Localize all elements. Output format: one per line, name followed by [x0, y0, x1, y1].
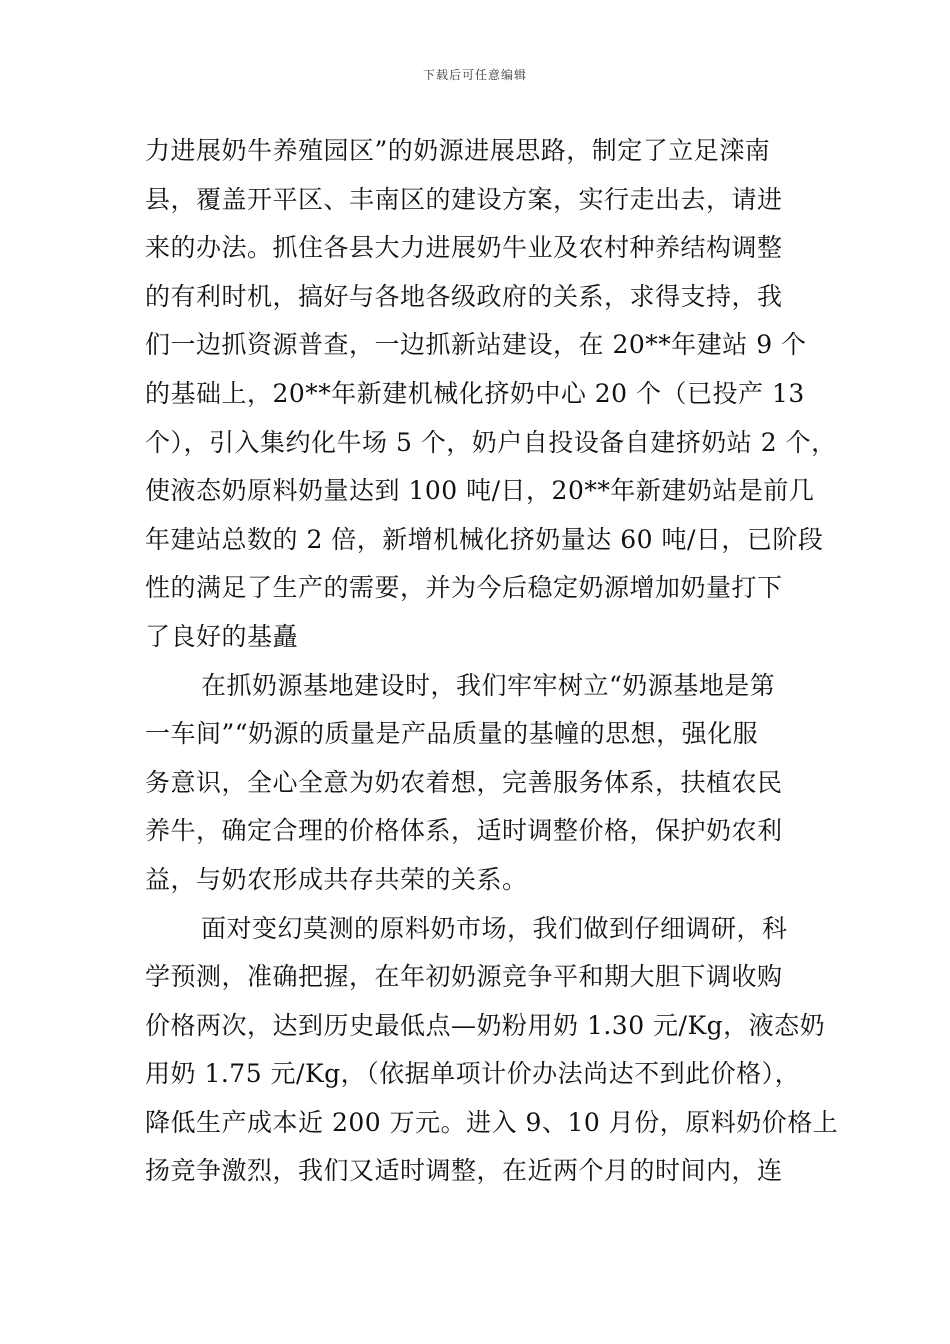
text-line: 务意识，全心全意为奶农着想，完善服务体系，扶植农民: [145, 767, 783, 797]
text-line: 的基础上，20**年新建机械化挤奶中心 20 个（已投产 13: [145, 378, 805, 408]
text-line: 性的满足了生产的需要，并为今后稳定奶源增加奶量打下: [145, 573, 783, 603]
text-line: 面对变幻莫测的原料奶市场，我们做到仔细调研，科: [201, 913, 788, 943]
text-line: 学预测，准确把握，在年初奶源竞争平和期大胆下调收购: [145, 962, 783, 992]
text-line: 益，与奶农形成共存共荣的关系。: [145, 864, 528, 894]
text-line: 扬竞争激烈，我们又适时调整，在近两个月的时间内，连: [145, 1156, 783, 1186]
text-line: 在抓奶源基地建设时，我们牢牢树立“奶源基地是第: [201, 670, 776, 700]
text-line: 县，覆盖开平区、丰南区的建设方案，实行走出去，请进: [145, 184, 783, 214]
text-line: 降低生产成本近 200 万元。进入 9、10 月份，原料奶价格上: [145, 1107, 839, 1137]
paragraph-1: [145, 127, 837, 662]
text-line: 们一边抓资源普查，一边抓新站建设，在 20**年建站 9 个: [145, 330, 807, 360]
text-line: 使液态奶原料奶量达到 100 吨/日，20**年新建奶站是前几: [145, 476, 815, 506]
text-line: 年建站总数的 2 倍，新增机械化挤奶量达 60 吨/日，已阶段: [145, 524, 824, 554]
text-line: 养牛，确定合理的价格体系，适时调整价格，保护奶农利: [145, 816, 783, 846]
paragraph-3: [145, 905, 839, 1197]
text-line: 个），引入集约化牛场 5 个，奶户自投设备自建挤奶站 2 个，: [145, 427, 837, 457]
text-line: 用奶 1.75 元/Kg，（依据单项计价办法尚达不到此价格），: [145, 1059, 801, 1089]
text-line: 力进展奶牛养殖园区”的奶源进展思路，制定了立足滦南: [145, 136, 771, 165]
text-line: 来的办法。抓住各县大力进展奶牛业及农村种养结构调整: [145, 233, 783, 263]
text-line: 了良好的基矗: [145, 621, 299, 651]
text-line: 价格两次，达到历史最低点—奶粉用奶 1.30 元/Kg，液态奶: [145, 1010, 826, 1040]
paragraph-2: [145, 662, 825, 905]
text-line: 一车间”“奶源的质量是产品质量的基幢的思想，强化服: [145, 719, 759, 749]
text-line: 的有利时机，搞好与各地各级政府的关系，求得支持，我: [145, 281, 783, 311]
page-header-note: 下载后可任意编辑: [422, 68, 527, 82]
document-body: [145, 127, 839, 1196]
